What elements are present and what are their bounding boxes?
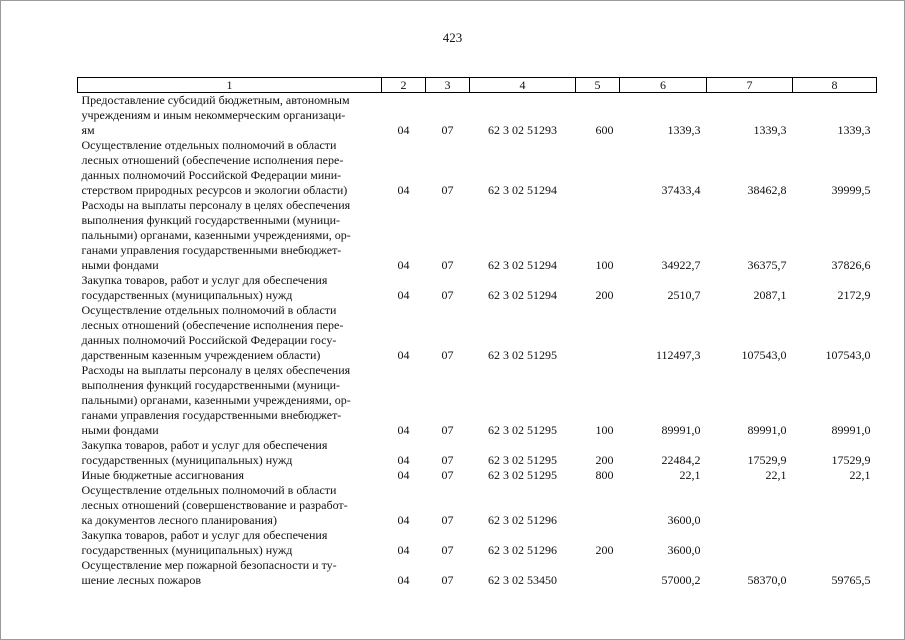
section-code-cell: 04 (397, 423, 410, 437)
target-article-cell: 62 3 02 51295 (488, 423, 557, 437)
subsection-code-cell: 07 (441, 423, 454, 437)
expense-name-line: данных полномочий Российской Федерации мини- (81, 168, 342, 182)
expense-name-line: выполнения функций государственными (муници- (81, 378, 341, 392)
expense-name-cell (78, 93, 382, 139)
target-article-cell: 62 3 02 51294 (488, 258, 557, 272)
section-code-cell: 04 (397, 183, 410, 197)
amount-year-2-cell: 22,1 (765, 468, 787, 482)
amount-year-1-cell: 112497,3 (655, 348, 701, 362)
subsection-code-cell: 07 (441, 468, 454, 482)
expense-type-cell: 100 (595, 258, 614, 272)
amount-year-1-cell: 22484,2 (661, 453, 701, 467)
expense-name-cell (78, 438, 382, 468)
expense-name-line: пальными) органами, казенными учреждениями, ор- (81, 393, 351, 407)
amount-year-3-cell: 59765,5 (831, 573, 871, 587)
table-row (78, 483, 877, 528)
target-article-cell: 62 3 02 51295 (488, 453, 557, 467)
expense-name-line: лесных отношений (обеспечение исполнения пере- (81, 153, 344, 167)
target-article-cell: 62 3 02 51295 (488, 468, 557, 482)
column-header: 3 (426, 78, 470, 93)
amount-year-2-cell (707, 528, 793, 558)
expense-name-line: ными фондами (81, 258, 159, 272)
target-article-cell: 62 3 02 51293 (488, 123, 557, 137)
expense-name-line: ными фондами (81, 423, 159, 437)
expense-name-line: Расходы на выплаты персоналу в целях обеспечения (81, 198, 351, 212)
expense-name-line: ка документов лесного планирования) (81, 513, 277, 527)
expense-name-line: государственных (муниципальных) нужд (81, 543, 293, 557)
expense-name-cell (78, 528, 382, 558)
column-header: 6 (620, 78, 707, 93)
amount-year-3-cell (793, 528, 877, 558)
subsection-code-cell: 07 (441, 453, 454, 467)
expense-name-line: ям (81, 123, 95, 137)
expense-name-line: Предоставление субсидий бюджетным, автономным (81, 93, 350, 107)
expense-name-line: данных полномочий Российской Федерации госу- (81, 333, 337, 347)
column-header: 2 (382, 78, 426, 93)
amount-year-2-cell: 36375,7 (747, 258, 787, 272)
expense-name-line: дарственным казенным учреждением области) (81, 348, 321, 362)
amount-year-3-cell (793, 483, 877, 528)
expense-type-cell: 600 (595, 123, 614, 137)
expense-name-line: Осуществление отдельных полномочий в области (81, 138, 337, 152)
amount-year-3-cell: 107543,0 (825, 348, 871, 362)
amount-year-3-cell: 37826,6 (831, 258, 871, 272)
amount-year-1-cell: 1339,3 (667, 123, 701, 137)
subsection-code-cell: 07 (441, 288, 454, 302)
target-article-cell: 62 3 02 51295 (488, 348, 557, 362)
amount-year-2-cell: 107543,0 (741, 348, 787, 362)
section-code-cell: 04 (397, 468, 410, 482)
amount-year-2-cell: 38462,8 (747, 183, 787, 197)
amount-year-2-cell: 89991,0 (747, 423, 787, 437)
table-row (78, 138, 877, 198)
amount-year-1-cell: 2510,7 (667, 288, 701, 302)
amount-year-1-cell: 57000,2 (661, 573, 701, 587)
expense-name-line: учреждениям и иным некоммерческим организаци- (81, 108, 346, 122)
expense-type-cell: 200 (595, 543, 614, 557)
expense-name-line: стерством природных ресурсов и экологии области) (81, 183, 348, 197)
amount-year-1-cell: 34922,7 (661, 258, 701, 272)
expense-name-line: лесных отношений (совершенствование и разработ- (81, 498, 348, 512)
table-row (78, 363, 877, 438)
table-row (78, 303, 877, 363)
expense-name-cell (78, 303, 382, 363)
table-row (78, 93, 877, 139)
expense-name-line: Закупка товаров, работ и услуг для обеспечения (81, 273, 328, 287)
subsection-code-cell: 07 (441, 513, 454, 527)
column-header: 8 (793, 78, 877, 93)
amount-year-3-cell: 39999,5 (831, 183, 871, 197)
expense-name-cell (78, 558, 382, 588)
expense-name-line: шение лесных пожаров (81, 573, 202, 587)
expense-type-cell (576, 303, 620, 363)
expense-type-cell: 200 (595, 453, 614, 467)
amount-year-3-cell: 17529,9 (831, 453, 871, 467)
amount-year-2-cell: 1339,3 (753, 123, 787, 137)
amount-year-2-cell: 58370,0 (747, 573, 787, 587)
expense-name-line: выполнения функций государственными (муници- (81, 213, 341, 227)
subsection-code-cell: 07 (441, 123, 454, 137)
column-header: 7 (707, 78, 793, 93)
header-row (78, 78, 877, 93)
amount-year-3-cell: 2172,9 (837, 288, 871, 302)
expense-name-cell (78, 468, 382, 483)
target-article-cell: 62 3 02 51296 (488, 543, 557, 557)
expense-type-cell: 800 (595, 468, 614, 482)
table-row (78, 438, 877, 468)
table-row (78, 273, 877, 303)
expense-name-line: Осуществление отдельных полномочий в области (81, 303, 337, 317)
expense-name-line: Закупка товаров, работ и услуг для обеспечения (81, 438, 328, 452)
expense-type-cell (576, 558, 620, 588)
subsection-code-cell: 07 (441, 348, 454, 362)
expense-name-line: государственных (муниципальных) нужд (81, 288, 293, 302)
subsection-code-cell: 07 (441, 543, 454, 557)
section-code-cell: 04 (397, 258, 410, 272)
subsection-code-cell: 07 (441, 183, 454, 197)
expense-name-line: лесных отношений (обеспечение исполнения пере- (81, 318, 344, 332)
expense-name-line: Осуществление отдельных полномочий в области (81, 483, 337, 497)
expense-name-cell (78, 138, 382, 198)
amount-year-1-cell: 22,1 (679, 468, 701, 482)
column-header: 5 (576, 78, 620, 93)
target-article-cell: 62 3 02 51294 (488, 288, 557, 302)
table-row (78, 558, 877, 588)
section-code-cell: 04 (397, 453, 410, 467)
column-header: 4 (470, 78, 576, 93)
subsection-code-cell: 07 (441, 573, 454, 587)
column-header: 1 (78, 78, 382, 93)
table-row (78, 468, 877, 483)
amount-year-3-cell: 1339,3 (837, 123, 871, 137)
amount-year-1-cell: 89991,0 (661, 423, 701, 437)
expense-type-cell (576, 138, 620, 198)
amount-year-2-cell: 17529,9 (747, 453, 787, 467)
section-code-cell: 04 (397, 543, 410, 557)
expense-name-line: ганами управления государственными внебюджет- (81, 408, 342, 422)
expense-name-cell (78, 198, 382, 273)
expense-name-line: Закупка товаров, работ и услуг для обеспечения (81, 528, 328, 542)
amount-year-1-cell: 3600,0 (667, 543, 701, 557)
expense-name-line: ганами управления государственными внебюджет- (81, 243, 342, 257)
expense-name-cell (78, 483, 382, 528)
expense-type-cell (576, 483, 620, 528)
table-body (78, 93, 877, 589)
expense-name-line: государственных (муниципальных) нужд (81, 453, 293, 467)
section-code-cell: 04 (397, 348, 410, 362)
table-row (78, 528, 877, 558)
table-row (78, 198, 877, 273)
amount-year-2-cell: 2087,1 (753, 288, 787, 302)
expense-name-line: Расходы на выплаты персоналу в целях обеспечения (81, 363, 351, 377)
amount-year-3-cell: 89991,0 (831, 423, 871, 437)
page-number: 423 (442, 30, 463, 45)
expense-type-cell: 100 (595, 423, 614, 437)
section-code-cell: 04 (397, 288, 410, 302)
section-code-cell: 04 (397, 513, 410, 527)
expense-name-cell (78, 363, 382, 438)
amount-year-1-cell: 37433,4 (661, 183, 701, 197)
amount-year-1-cell: 3600,0 (667, 513, 701, 527)
expense-name-cell (78, 273, 382, 303)
target-article-cell: 62 3 02 51294 (488, 183, 557, 197)
amount-year-2-cell (707, 483, 793, 528)
expense-type-cell: 200 (595, 288, 614, 302)
budget-table (77, 77, 877, 588)
amount-year-3-cell: 22,1 (849, 468, 871, 482)
expense-name-line: Иные бюджетные ассигнования (81, 468, 244, 482)
target-article-cell: 62 3 02 51296 (488, 513, 557, 527)
section-code-cell: 04 (397, 573, 410, 587)
subsection-code-cell: 07 (441, 258, 454, 272)
expense-name-line: пальными) органами, казенными учреждениями, ор- (81, 228, 351, 242)
expense-name-line: Осуществление мер пожарной безопасности и ту- (81, 558, 337, 572)
section-code-cell: 04 (397, 123, 410, 137)
target-article-cell: 62 3 02 53450 (488, 573, 557, 587)
